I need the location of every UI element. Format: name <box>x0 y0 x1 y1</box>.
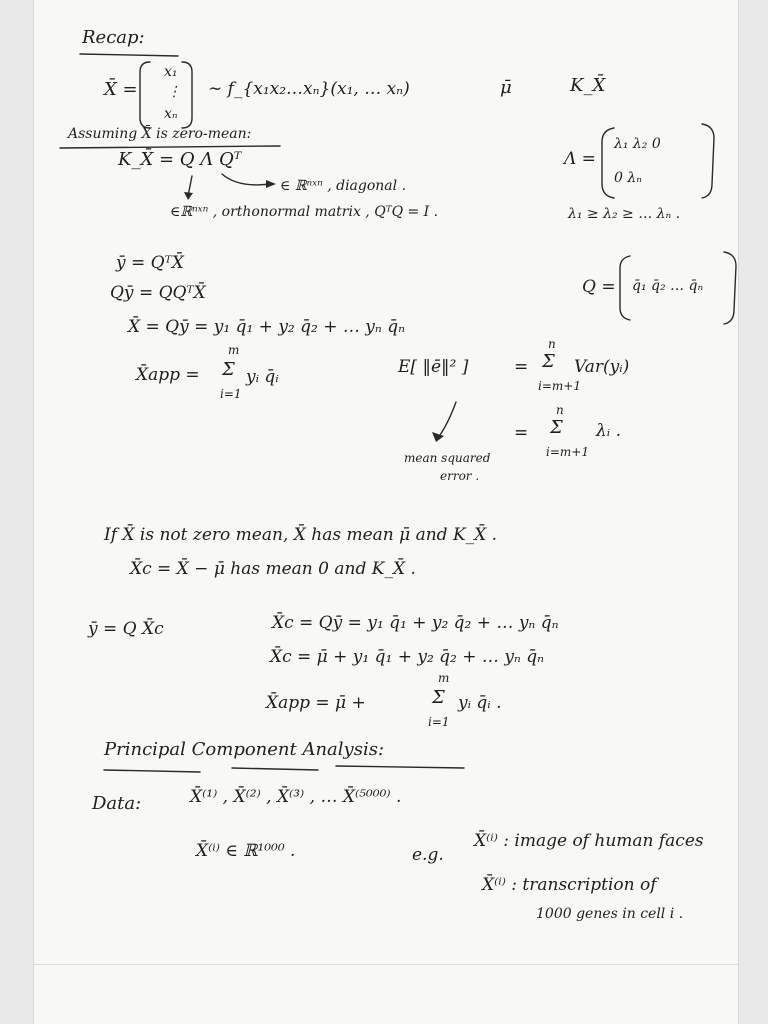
sum-upper-n-1: n <box>548 337 556 351</box>
x-vector-left-bracket <box>140 62 150 128</box>
sum-symbol: Σ <box>222 359 235 380</box>
sum-upper-m-2: m <box>438 671 450 685</box>
example-faces: X̄⁽ⁱ⁾ : image of human faces <box>474 831 704 851</box>
q-matrix-right-bracket <box>724 252 736 324</box>
data-label: Data: <box>92 793 142 814</box>
lambda-matrix-right-bracket <box>702 124 714 198</box>
x-expansion: X̄ = Qȳ = y₁ q̄₁ + y₂ q̄₂ + … yₙ q̄ₙ <box>128 317 405 337</box>
x-approx-lhs: X̄app = <box>136 365 200 385</box>
centered-expansion-1: X̄c = Qȳ = y₁ q̄₁ + y₂ q̄₂ + … yₙ q̄ₙ <box>272 613 559 633</box>
sum-symbol-3: Σ <box>550 417 563 438</box>
arrow-head-lambda <box>266 180 276 188</box>
zero-mean-assumption: Assuming X̄ is zero-mean: <box>68 126 252 142</box>
sum-lower-im1-2: i=m+1 <box>546 445 589 459</box>
mse-equals-1: = <box>514 357 529 377</box>
mse-label-line1: mean squared <box>404 451 491 465</box>
recap-title: Recap: <box>82 27 145 48</box>
x-distribution: ∼ f_{x₁x₂…xₙ}(x₁, … xₙ) <box>208 79 410 99</box>
mse-expression: E[ ‖ē‖² ] <box>398 357 469 377</box>
x-vector-bottom: xₙ <box>164 106 178 122</box>
y-from-centered: ȳ = Q X̄c <box>88 619 164 639</box>
lambda-matrix-left-bracket <box>602 128 614 198</box>
sum-lower-im1-1: i=m+1 <box>538 379 581 393</box>
covariance-decomposition: K_X̄ = Q Λ Qᵀ <box>118 149 242 170</box>
sample-dimension: X̄⁽ⁱ⁾ ∈ ℝ¹⁰⁰⁰ . <box>196 841 296 861</box>
q-matrix-left-bracket <box>620 256 630 320</box>
lambda-row-top: λ₁ λ₂ 0 <box>614 136 661 152</box>
example-transcription: X̄⁽ⁱ⁾ : transcription of <box>482 875 657 895</box>
centered-x-definition: X̄c = X̄ − μ̄ has mean 0 and K_X̄ . <box>130 559 416 579</box>
q-matrix-columns: q̄₁ q̄₂ … q̄ₙ <box>632 278 704 294</box>
covariance-symbol: K_X̄ <box>570 75 606 96</box>
q-matrix-lhs: Q = <box>582 277 616 297</box>
data-sample-list: X̄⁽¹⁾ , X̄⁽²⁾ , X̄⁽³⁾ , … X̄⁽⁵⁰⁰⁰⁾ . <box>190 787 402 807</box>
sum-body-yq-2: yᵢ q̄ᵢ . <box>458 693 502 713</box>
x-vector-right-bracket <box>182 62 192 128</box>
lambda-row-bottom: 0 λₙ <box>614 170 642 186</box>
recap-underline <box>80 54 178 56</box>
nonzero-mean-statement: If X̄ is not zero mean, X̄ has mean μ̄ and K_X̄ . <box>104 525 498 545</box>
q-y-relation: Qȳ = QQᵀX̄ <box>110 283 206 303</box>
pca-underline-1 <box>104 770 200 772</box>
variance-term: Var(yᵢ) <box>574 357 630 377</box>
arrow-right-lambda <box>222 174 270 185</box>
mse-equals-2: = <box>514 423 529 443</box>
pca-underline-2 <box>232 768 318 770</box>
y-definition: ȳ = QᵀX̄ <box>116 253 184 273</box>
sum-lower-i1-2: i=1 <box>428 715 450 729</box>
lambda-i: λᵢ . <box>596 421 622 441</box>
lambda-ordering: λ₁ ≥ λ₂ ≥ … λₙ . <box>568 206 681 222</box>
x-definition-lhs: X̄ = <box>104 79 138 100</box>
sum-upper-n-2: n <box>556 403 564 417</box>
mean-symbol: μ̄ <box>500 77 512 98</box>
sum-body-yq: yᵢ q̄ᵢ <box>246 367 279 387</box>
diagonal-note: ∈ ℝⁿˣⁿ , diagonal . <box>280 178 407 194</box>
example-genes: 1000 genes in cell i . <box>536 906 684 922</box>
example-label: e.g. <box>412 845 444 865</box>
sum-upper-m: m <box>228 343 240 357</box>
x-vector-top: x₁ <box>164 64 178 80</box>
orthonormal-note: ∈ℝⁿˣⁿ , orthonormal matrix , QᵀQ = I . <box>170 204 439 220</box>
sum-symbol-4: Σ <box>432 687 445 708</box>
x-vector-dots: ⋮ <box>167 84 181 100</box>
pca-title: Principal Component Analysis: <box>104 739 385 760</box>
sum-lower-i1: i=1 <box>220 387 242 401</box>
mse-label-line2: error . <box>440 469 480 483</box>
arrow-down-mse <box>438 402 456 438</box>
centered-expansion-2: X̄c = μ̄ + y₁ q̄₁ + y₂ q̄₂ + … yₙ q̄ₙ <box>270 647 544 667</box>
lambda-lhs: Λ = <box>564 149 596 169</box>
sum-symbol-2: Σ <box>542 351 555 372</box>
arrow-head-mse <box>432 432 444 442</box>
arrow-head-q <box>184 192 193 200</box>
x-approx-with-mean: X̄app = μ̄ + <box>266 693 366 713</box>
assuming-underline <box>60 146 280 148</box>
pca-underline-3 <box>336 766 464 768</box>
